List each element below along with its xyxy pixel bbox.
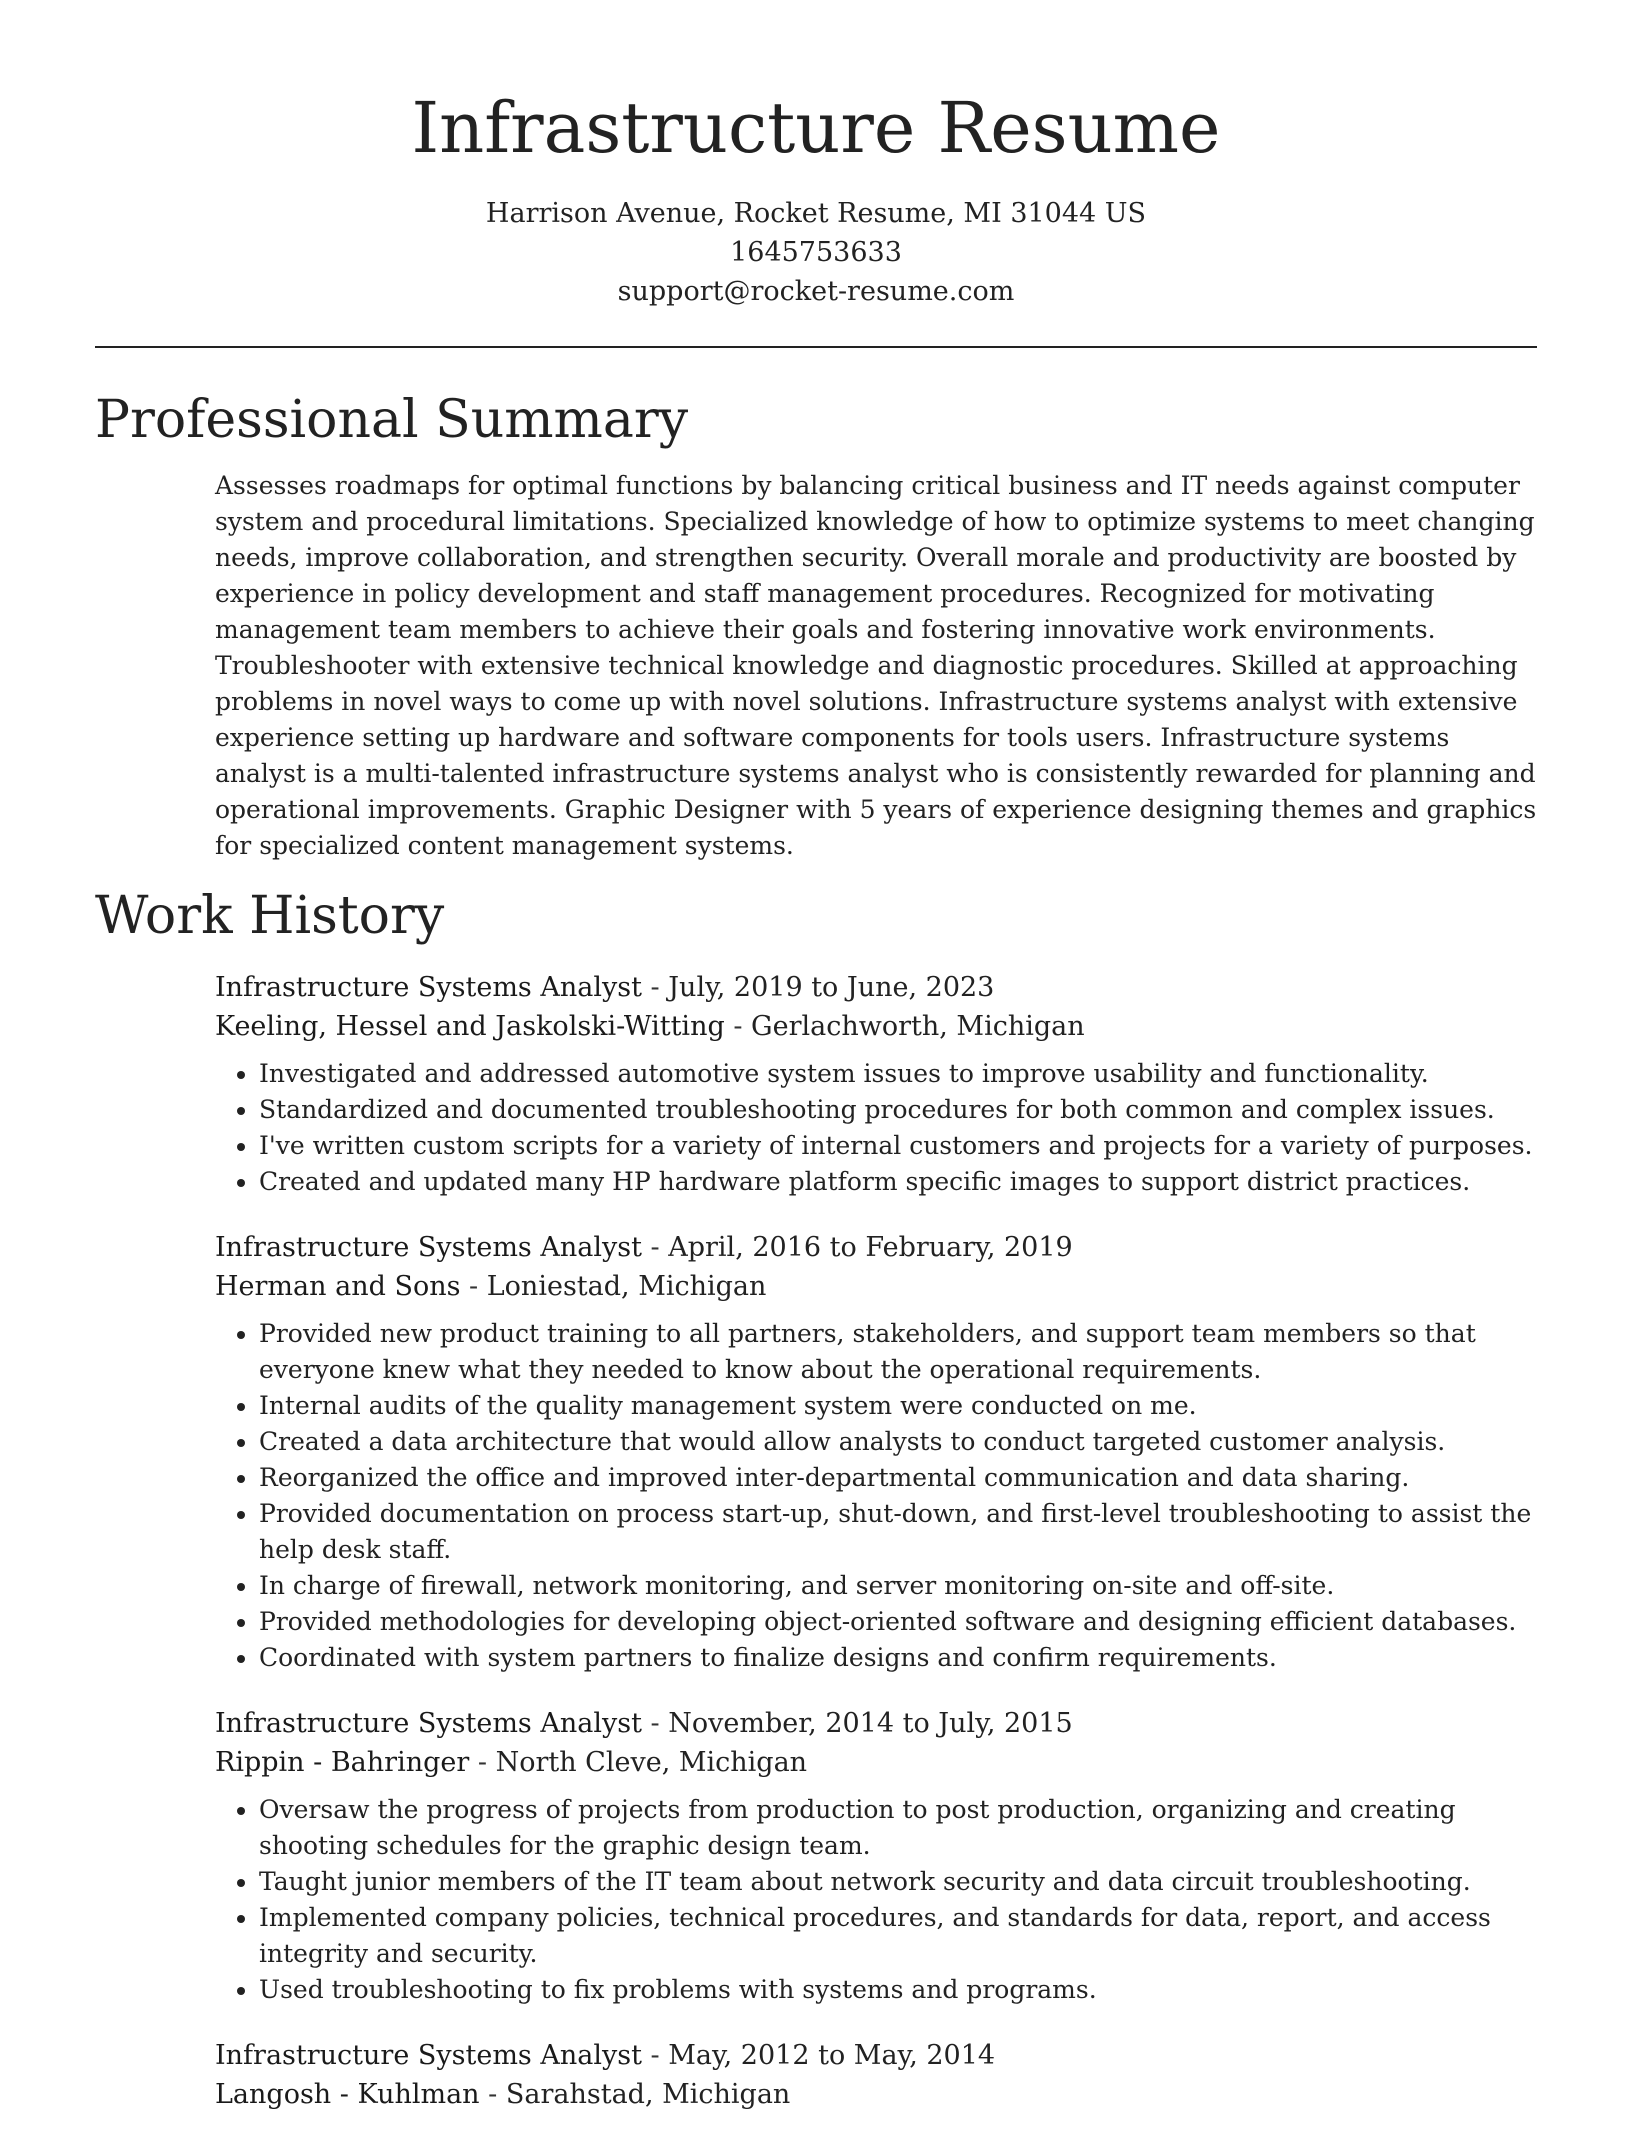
separator: - [479, 2079, 506, 2110]
job-dates: May, 2012 to May, 2014 [668, 2040, 996, 2071]
bullet-item: • Created a data architecture that would allow analysts to conduct targeted customer analysis. [259, 1424, 1537, 1460]
bullet-item: • Coordinated with system partners to finalize designs and confirm requirements. [259, 1640, 1537, 1676]
job-title-line [215, 1228, 1537, 1267]
job-dates: July, 2019 to June, 2023 [668, 972, 995, 1003]
job-location: Sarahstad, Michigan [505, 2079, 791, 2110]
job-title-line [215, 1704, 1537, 1743]
job-title: Infrastructure Systems Analyst [215, 1708, 642, 1739]
summary-heading: Professional Summary [95, 390, 689, 450]
job-company: Herman and Sons [215, 1271, 461, 1302]
job-dates: November, 2014 to July, 2015 [668, 1708, 1073, 1739]
job-company-line [215, 1743, 1537, 1782]
job-location: North Cleve, Michigan [495, 1747, 808, 1778]
resume-page [95, 0, 1537, 2142]
job-title: Infrastructure Systems Analyst [215, 2040, 642, 2071]
separator: - [641, 1232, 669, 1263]
bullet-item: • Investigated and addressed automotive system issues to improve usability and functionality. [259, 1056, 1537, 1092]
separator: - [460, 1271, 487, 1302]
job-company-line [215, 1007, 1537, 1046]
job-location: Loniestad, Michigan [486, 1271, 767, 1302]
job-dates: April, 2016 to February, 2019 [668, 1232, 1073, 1263]
job-entry [215, 1704, 1537, 2008]
bullet-item: • Implemented company policies, technical procedures, and standards for data, report, and access integrity and security. [259, 1900, 1537, 1972]
resume-header [95, 0, 1537, 311]
contact-phone: 1645753633 [730, 237, 902, 268]
job-bullets [215, 1056, 1537, 1200]
job-title-line [215, 2036, 1537, 2075]
job-entry [215, 968, 1537, 1200]
bullet-item: • In charge of firewall, network monitoring, and server monitoring on-site and off-site. [259, 1568, 1537, 1604]
job-bullets [215, 1316, 1537, 1676]
contact-info [95, 194, 1537, 311]
job-title-line [215, 968, 1537, 1007]
work-history-heading: Work History [95, 886, 445, 946]
separator: - [724, 1011, 752, 1042]
bullet-item: • Internal audits of the quality management system were conducted on me. [259, 1388, 1537, 1424]
summary-text: Assesses roadmaps for optimal functions by balancing critical business and IT needs against computer system and procedural limitations. Specialized knowledge of how to optimize systems to meet changing needs, improve collaboration, and strengthen security. Overall morale and productivity are boosted by experience in policy development and staff management procedures. Recognized for motivating management team members to achieve their goals and fostering innovative work environments. Troubleshooter with extensive technical knowledge and diagnostic procedures. Skilled at approaching problems in novel ways to come up with novel solutions. Infrastructure systems analyst with extensive experience setting up hardware and software components for tools users. Infrastructure systems analyst is a multi-talented infrastructure systems analyst who is consistently rewarded for planning and operational improvements. Graphic Designer with 5 years of experience designing themes and graphics for specialized content management systems. [215, 471, 1537, 860]
bullet-item: • Created and updated many HP hardware platform specific images to support district practices. [259, 1164, 1537, 1200]
resume-title: Infrastructure Resume [411, 87, 1221, 169]
bullet-item: • I've written custom scripts for a variety of internal customers and projects for a variety of purposes. [259, 1128, 1537, 1164]
bullet-item: • Reorganized the office and improved inter-departmental communication and data sharing. [259, 1460, 1537, 1496]
bullet-item: • Provided methodologies for developing object-oriented software and designing efficient databases. [259, 1604, 1537, 1640]
job-company: Keeling, Hessel and Jaskolski-Witting [215, 1011, 725, 1042]
job-title: Infrastructure Systems Analyst [215, 1232, 642, 1263]
bullet-item: • Used troubleshooting to fix problems with systems and programs. [259, 1972, 1537, 2008]
separator: - [469, 1747, 496, 1778]
job-company-line [215, 2075, 1537, 2114]
bullet-item: • Standardized and documented troubleshooting procedures for both common and complex issues. [259, 1092, 1537, 1128]
job-location: Gerlachworth, Michigan [751, 1011, 1085, 1042]
job-company-line [215, 1267, 1537, 1306]
contact-address: Harrison Avenue, Rocket Resume, MI 31044 US [485, 198, 1147, 229]
bullet-item: • Oversaw the progress of projects from production to post production, organizing and creating shooting schedules for the graphic design team. [259, 1792, 1537, 1864]
separator: - [641, 1708, 669, 1739]
job-bullets [215, 1792, 1537, 2008]
job-company: Langosh - Kuhlman [215, 2079, 480, 2110]
job-entry [215, 2036, 1537, 2114]
separator: - [641, 2040, 669, 2071]
job-title: Infrastructure Systems Analyst [215, 972, 642, 1003]
header-divider [95, 346, 1537, 348]
job-entry [215, 1228, 1537, 1676]
bullet-item: • Provided documentation on process start-up, shut-down, and first-level troubleshooting to assist the help desk staff. [259, 1496, 1537, 1568]
bullet-item: • Taught junior members of the IT team about network security and data circuit troubleshooting. [259, 1864, 1537, 1900]
bullet-item: • Provided new product training to all partners, stakeholders, and support team members so that everyone knew what they needed to know about the operational requirements. [259, 1316, 1537, 1388]
work-history-list [215, 968, 1537, 2114]
job-company: Rippin - Bahringer [215, 1747, 470, 1778]
separator: - [641, 972, 669, 1003]
contact-email: support@rocket-resume.com [617, 276, 1015, 307]
